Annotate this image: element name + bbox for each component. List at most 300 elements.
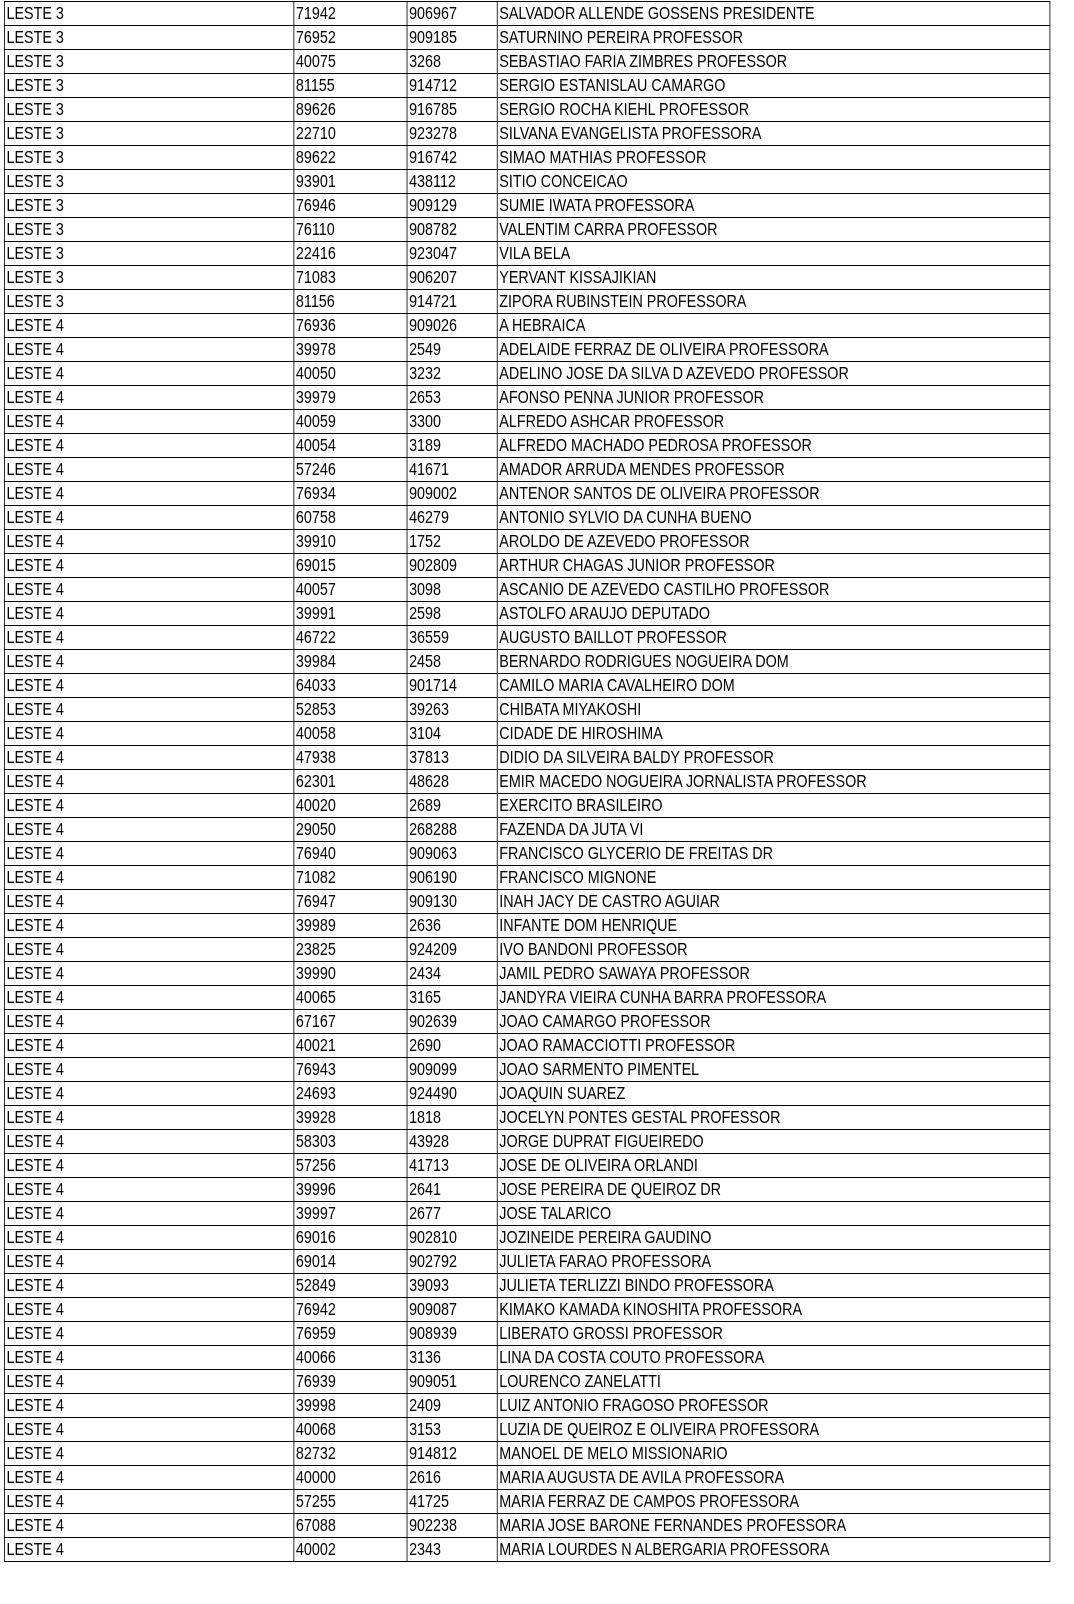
id-cell: 2458 bbox=[407, 650, 497, 674]
code-cell: 76952 bbox=[294, 26, 407, 50]
region-cell: LESTE 4 bbox=[4, 458, 293, 482]
school-name-cell: VALENTIM CARRA PROFESSOR bbox=[497, 218, 1050, 242]
table-row bbox=[4, 1130, 1050, 1154]
table-row bbox=[4, 578, 1050, 602]
table-row bbox=[4, 242, 1050, 266]
id-cell: 2343 bbox=[407, 1538, 497, 1562]
region-cell: LESTE 4 bbox=[4, 746, 293, 770]
code-cell: 76936 bbox=[294, 314, 407, 338]
id-cell: 268288 bbox=[407, 818, 497, 842]
school-name-cell: SITIO CONCEICAO bbox=[497, 170, 1050, 194]
table-row bbox=[4, 290, 1050, 314]
id-cell: 902238 bbox=[407, 1514, 497, 1538]
region-cell: LESTE 4 bbox=[4, 1226, 293, 1250]
code-cell: 76943 bbox=[294, 1058, 407, 1082]
code-cell: 89622 bbox=[294, 146, 407, 170]
id-cell: 41725 bbox=[407, 1490, 497, 1514]
id-cell: 3098 bbox=[407, 578, 497, 602]
table-row bbox=[4, 1058, 1050, 1082]
table-row bbox=[4, 818, 1050, 842]
id-cell: 3165 bbox=[407, 986, 497, 1010]
school-name-cell: JOCELYN PONTES GESTAL PROFESSOR bbox=[497, 1106, 1050, 1130]
school-name-cell: ASCANIO DE AZEVEDO CASTILHO PROFESSOR bbox=[497, 578, 1050, 602]
table-row bbox=[4, 1490, 1050, 1514]
table-row bbox=[4, 1466, 1050, 1490]
school-name-cell: MANOEL DE MELO MISSIONARIO bbox=[497, 1442, 1050, 1466]
code-cell: 69014 bbox=[294, 1250, 407, 1274]
region-cell: LESTE 3 bbox=[4, 146, 293, 170]
code-cell: 39997 bbox=[294, 1202, 407, 1226]
table-row bbox=[4, 1322, 1050, 1346]
id-cell: 906207 bbox=[407, 266, 497, 290]
table-row bbox=[4, 146, 1050, 170]
region-cell: LESTE 3 bbox=[4, 26, 293, 50]
code-cell: 76939 bbox=[294, 1370, 407, 1394]
region-cell: LESTE 4 bbox=[4, 1058, 293, 1082]
table-row bbox=[4, 890, 1050, 914]
table-row bbox=[4, 746, 1050, 770]
region-cell: LESTE 4 bbox=[4, 1106, 293, 1130]
table-row bbox=[4, 434, 1050, 458]
school-name-cell: SEBASTIAO FARIA ZIMBRES PROFESSOR bbox=[497, 50, 1050, 74]
region-cell: LESTE 4 bbox=[4, 986, 293, 1010]
id-cell: 909130 bbox=[407, 890, 497, 914]
code-cell: 57246 bbox=[294, 458, 407, 482]
region-cell: LESTE 3 bbox=[4, 242, 293, 266]
table-row bbox=[4, 962, 1050, 986]
code-cell: 22710 bbox=[294, 122, 407, 146]
table-row bbox=[4, 458, 1050, 482]
region-cell: LESTE 4 bbox=[4, 1130, 293, 1154]
region-cell: LESTE 4 bbox=[4, 1418, 293, 1442]
school-name-cell: MARIA JOSE BARONE FERNANDES PROFESSORA bbox=[497, 1514, 1050, 1538]
code-cell: 64033 bbox=[294, 674, 407, 698]
region-cell: LESTE 4 bbox=[4, 1370, 293, 1394]
id-cell: 2409 bbox=[407, 1394, 497, 1418]
school-name-cell: ANTONIO SYLVIO DA CUNHA BUENO bbox=[497, 506, 1050, 530]
table-row bbox=[4, 1346, 1050, 1370]
id-cell: 924209 bbox=[407, 938, 497, 962]
school-name-cell: IVO BANDONI PROFESSOR bbox=[497, 938, 1050, 962]
table-row bbox=[4, 1418, 1050, 1442]
code-cell: 57256 bbox=[294, 1154, 407, 1178]
id-cell: 909051 bbox=[407, 1370, 497, 1394]
region-cell: LESTE 4 bbox=[4, 770, 293, 794]
school-name-cell: ADELINO JOSE DA SILVA D AZEVEDO PROFESSOR bbox=[497, 362, 1050, 386]
code-cell: 69015 bbox=[294, 554, 407, 578]
id-cell: 3232 bbox=[407, 362, 497, 386]
id-cell: 39263 bbox=[407, 698, 497, 722]
school-name-cell: EMIR MACEDO NOGUEIRA JORNALISTA PROFESSOR bbox=[497, 770, 1050, 794]
region-cell: LESTE 4 bbox=[4, 434, 293, 458]
table-row bbox=[4, 410, 1050, 434]
id-cell: 2434 bbox=[407, 962, 497, 986]
code-cell: 82732 bbox=[294, 1442, 407, 1466]
code-cell: 39996 bbox=[294, 1178, 407, 1202]
code-cell: 52849 bbox=[294, 1274, 407, 1298]
region-cell: LESTE 4 bbox=[4, 1082, 293, 1106]
table-row bbox=[4, 98, 1050, 122]
id-cell: 438112 bbox=[407, 170, 497, 194]
id-cell: 923047 bbox=[407, 242, 497, 266]
school-table bbox=[4, 1, 1050, 1562]
code-cell: 62301 bbox=[294, 770, 407, 794]
region-cell: LESTE 3 bbox=[4, 170, 293, 194]
region-cell: LESTE 3 bbox=[4, 290, 293, 314]
region-cell: LESTE 4 bbox=[4, 722, 293, 746]
school-name-cell: AUGUSTO BAILLOT PROFESSOR bbox=[497, 626, 1050, 650]
table-row bbox=[4, 794, 1050, 818]
region-cell: LESTE 4 bbox=[4, 938, 293, 962]
id-cell: 909185 bbox=[407, 26, 497, 50]
region-cell: LESTE 4 bbox=[4, 866, 293, 890]
table-row bbox=[4, 218, 1050, 242]
table-row bbox=[4, 1226, 1050, 1250]
id-cell: 3104 bbox=[407, 722, 497, 746]
code-cell: 71082 bbox=[294, 866, 407, 890]
table-row bbox=[4, 1298, 1050, 1322]
school-name-cell: ANTENOR SANTOS DE OLIVEIRA PROFESSOR bbox=[497, 482, 1050, 506]
school-name-cell: EXERCITO BRASILEIRO bbox=[497, 794, 1050, 818]
school-name-cell: BERNARDO RODRIGUES NOGUEIRA DOM bbox=[497, 650, 1050, 674]
code-cell: 67167 bbox=[294, 1010, 407, 1034]
code-cell: 71083 bbox=[294, 266, 407, 290]
school-name-cell: SUMIE IWATA PROFESSORA bbox=[497, 194, 1050, 218]
school-name-cell: SIMAO MATHIAS PROFESSOR bbox=[497, 146, 1050, 170]
code-cell: 40066 bbox=[294, 1346, 407, 1370]
school-name-cell: LUZIA DE QUEIROZ E OLIVEIRA PROFESSORA bbox=[497, 1418, 1050, 1442]
school-name-cell: SERGIO ESTANISLAU CAMARGO bbox=[497, 74, 1050, 98]
table-row bbox=[4, 338, 1050, 362]
table-row bbox=[4, 1442, 1050, 1466]
school-name-cell: JANDYRA VIEIRA CUNHA BARRA PROFESSORA bbox=[497, 986, 1050, 1010]
id-cell: 41713 bbox=[407, 1154, 497, 1178]
table-row bbox=[4, 1370, 1050, 1394]
region-cell: LESTE 4 bbox=[4, 1322, 293, 1346]
id-cell: 902792 bbox=[407, 1250, 497, 1274]
id-cell: 2689 bbox=[407, 794, 497, 818]
code-cell: 89626 bbox=[294, 98, 407, 122]
id-cell: 39093 bbox=[407, 1274, 497, 1298]
school-name-cell: LINA DA COSTA COUTO PROFESSORA bbox=[497, 1346, 1050, 1370]
region-cell: LESTE 4 bbox=[4, 1274, 293, 1298]
region-cell: LESTE 4 bbox=[4, 1010, 293, 1034]
code-cell: 40021 bbox=[294, 1034, 407, 1058]
id-cell: 3153 bbox=[407, 1418, 497, 1442]
school-name-cell: AMADOR ARRUDA MENDES PROFESSOR bbox=[497, 458, 1050, 482]
id-cell: 37813 bbox=[407, 746, 497, 770]
code-cell: 39978 bbox=[294, 338, 407, 362]
table-row bbox=[4, 554, 1050, 578]
id-cell: 902639 bbox=[407, 1010, 497, 1034]
table-row bbox=[4, 50, 1050, 74]
table-row bbox=[4, 314, 1050, 338]
table-row bbox=[4, 722, 1050, 746]
region-cell: LESTE 4 bbox=[4, 890, 293, 914]
region-cell: LESTE 3 bbox=[4, 194, 293, 218]
code-cell: 67088 bbox=[294, 1514, 407, 1538]
code-cell: 60758 bbox=[294, 506, 407, 530]
id-cell: 914812 bbox=[407, 1442, 497, 1466]
school-name-cell: VILA BELA bbox=[497, 242, 1050, 266]
id-cell: 1752 bbox=[407, 530, 497, 554]
code-cell: 24693 bbox=[294, 1082, 407, 1106]
school-name-cell: JOSE PEREIRA DE QUEIROZ DR bbox=[497, 1178, 1050, 1202]
id-cell: 909099 bbox=[407, 1058, 497, 1082]
code-cell: 40020 bbox=[294, 794, 407, 818]
school-name-cell: CAMILO MARIA CAVALHEIRO DOM bbox=[497, 674, 1050, 698]
id-cell: 908939 bbox=[407, 1322, 497, 1346]
table-row bbox=[4, 1178, 1050, 1202]
id-cell: 2636 bbox=[407, 914, 497, 938]
code-cell: 40059 bbox=[294, 410, 407, 434]
table-row bbox=[4, 1538, 1050, 1562]
school-name-cell: JULIETA TERLIZZI BINDO PROFESSORA bbox=[497, 1274, 1050, 1298]
region-cell: LESTE 4 bbox=[4, 314, 293, 338]
table-row bbox=[4, 1082, 1050, 1106]
code-cell: 81155 bbox=[294, 74, 407, 98]
region-cell: LESTE 4 bbox=[4, 362, 293, 386]
id-cell: 41671 bbox=[407, 458, 497, 482]
school-name-cell: KIMAKO KAMADA KINOSHITA PROFESSORA bbox=[497, 1298, 1050, 1322]
region-cell: LESTE 4 bbox=[4, 1538, 293, 1562]
table-row bbox=[4, 530, 1050, 554]
region-cell: LESTE 4 bbox=[4, 842, 293, 866]
school-name-cell: SATURNINO PEREIRA PROFESSOR bbox=[497, 26, 1050, 50]
table-row bbox=[4, 362, 1050, 386]
code-cell: 23825 bbox=[294, 938, 407, 962]
code-cell: 76110 bbox=[294, 218, 407, 242]
id-cell: 43928 bbox=[407, 1130, 497, 1154]
school-name-cell: MARIA FERRAZ DE CAMPOS PROFESSORA bbox=[497, 1490, 1050, 1514]
code-cell: 57255 bbox=[294, 1490, 407, 1514]
school-name-cell: FAZENDA DA JUTA VI bbox=[497, 818, 1050, 842]
id-cell: 3189 bbox=[407, 434, 497, 458]
id-cell: 924490 bbox=[407, 1082, 497, 1106]
table-row bbox=[4, 674, 1050, 698]
table-row bbox=[4, 602, 1050, 626]
table-row bbox=[4, 1010, 1050, 1034]
id-cell: 906967 bbox=[407, 2, 497, 26]
table-row bbox=[4, 122, 1050, 146]
id-cell: 908782 bbox=[407, 218, 497, 242]
code-cell: 81156 bbox=[294, 290, 407, 314]
school-name-cell: JOAO CAMARGO PROFESSOR bbox=[497, 1010, 1050, 1034]
code-cell: 40068 bbox=[294, 1418, 407, 1442]
region-cell: LESTE 4 bbox=[4, 698, 293, 722]
region-cell: LESTE 3 bbox=[4, 50, 293, 74]
region-cell: LESTE 4 bbox=[4, 818, 293, 842]
code-cell: 47938 bbox=[294, 746, 407, 770]
region-cell: LESTE 4 bbox=[4, 914, 293, 938]
code-cell: 58303 bbox=[294, 1130, 407, 1154]
region-cell: LESTE 4 bbox=[4, 794, 293, 818]
id-cell: 2641 bbox=[407, 1178, 497, 1202]
code-cell: 39984 bbox=[294, 650, 407, 674]
code-cell: 40058 bbox=[294, 722, 407, 746]
table-row bbox=[4, 2, 1050, 26]
school-name-cell: AFONSO PENNA JUNIOR PROFESSOR bbox=[497, 386, 1050, 410]
school-name-cell: INFANTE DOM HENRIQUE bbox=[497, 914, 1050, 938]
school-name-cell: SERGIO ROCHA KIEHL PROFESSOR bbox=[497, 98, 1050, 122]
region-cell: LESTE 4 bbox=[4, 554, 293, 578]
id-cell: 914712 bbox=[407, 74, 497, 98]
table-row bbox=[4, 482, 1050, 506]
school-name-cell: DIDIO DA SILVEIRA BALDY PROFESSOR bbox=[497, 746, 1050, 770]
table-row bbox=[4, 770, 1050, 794]
region-cell: LESTE 3 bbox=[4, 2, 293, 26]
code-cell: 40000 bbox=[294, 1466, 407, 1490]
region-cell: LESTE 4 bbox=[4, 410, 293, 434]
code-cell: 46722 bbox=[294, 626, 407, 650]
code-cell: 71942 bbox=[294, 2, 407, 26]
table-row bbox=[4, 1514, 1050, 1538]
region-cell: LESTE 4 bbox=[4, 1514, 293, 1538]
id-cell: 1818 bbox=[407, 1106, 497, 1130]
code-cell: 40057 bbox=[294, 578, 407, 602]
id-cell: 916785 bbox=[407, 98, 497, 122]
code-cell: 40065 bbox=[294, 986, 407, 1010]
table-row bbox=[4, 170, 1050, 194]
region-cell: LESTE 4 bbox=[4, 1466, 293, 1490]
school-name-cell: ALFREDO MACHADO PEDROSA PROFESSOR bbox=[497, 434, 1050, 458]
school-name-cell: A HEBRAICA bbox=[497, 314, 1050, 338]
school-name-cell: ZIPORA RUBINSTEIN PROFESSORA bbox=[497, 290, 1050, 314]
code-cell: 39990 bbox=[294, 962, 407, 986]
table-row bbox=[4, 938, 1050, 962]
region-cell: LESTE 4 bbox=[4, 530, 293, 554]
id-cell: 923278 bbox=[407, 122, 497, 146]
code-cell: 40075 bbox=[294, 50, 407, 74]
table-body bbox=[4, 2, 1050, 1562]
id-cell: 2549 bbox=[407, 338, 497, 362]
school-name-cell: JOZINEIDE PEREIRA GAUDINO bbox=[497, 1226, 1050, 1250]
code-cell: 93901 bbox=[294, 170, 407, 194]
school-name-cell: ASTOLFO ARAUJO DEPUTADO bbox=[497, 602, 1050, 626]
school-name-cell: LUIZ ANTONIO FRAGOSO PROFESSOR bbox=[497, 1394, 1050, 1418]
region-cell: LESTE 3 bbox=[4, 98, 293, 122]
region-cell: LESTE 4 bbox=[4, 1250, 293, 1274]
school-name-cell: YERVANT KISSAJIKIAN bbox=[497, 266, 1050, 290]
region-cell: LESTE 4 bbox=[4, 386, 293, 410]
school-name-cell: SILVANA EVANGELISTA PROFESSORA bbox=[497, 122, 1050, 146]
code-cell: 29050 bbox=[294, 818, 407, 842]
id-cell: 909087 bbox=[407, 1298, 497, 1322]
code-cell: 39998 bbox=[294, 1394, 407, 1418]
id-cell: 916742 bbox=[407, 146, 497, 170]
table-row bbox=[4, 626, 1050, 650]
region-cell: LESTE 4 bbox=[4, 482, 293, 506]
region-cell: LESTE 3 bbox=[4, 74, 293, 98]
school-name-cell: FRANCISCO GLYCERIO DE FREITAS DR bbox=[497, 842, 1050, 866]
school-name-cell: JOSE DE OLIVEIRA ORLANDI bbox=[497, 1154, 1050, 1178]
school-name-cell: JAMIL PEDRO SAWAYA PROFESSOR bbox=[497, 962, 1050, 986]
id-cell: 902809 bbox=[407, 554, 497, 578]
code-cell: 76934 bbox=[294, 482, 407, 506]
id-cell: 2653 bbox=[407, 386, 497, 410]
school-name-cell: AROLDO DE AZEVEDO PROFESSOR bbox=[497, 530, 1050, 554]
region-cell: LESTE 3 bbox=[4, 122, 293, 146]
table-row bbox=[4, 386, 1050, 410]
code-cell: 39910 bbox=[294, 530, 407, 554]
table-row bbox=[4, 26, 1050, 50]
id-cell: 909002 bbox=[407, 482, 497, 506]
id-cell: 914721 bbox=[407, 290, 497, 314]
school-name-cell: MARIA LOURDES N ALBERGARIA PROFESSORA bbox=[497, 1538, 1050, 1562]
region-cell: LESTE 3 bbox=[4, 266, 293, 290]
school-name-cell: ADELAIDE FERRAZ DE OLIVEIRA PROFESSORA bbox=[497, 338, 1050, 362]
code-cell: 40002 bbox=[294, 1538, 407, 1562]
table-row bbox=[4, 194, 1050, 218]
id-cell: 909063 bbox=[407, 842, 497, 866]
table-row bbox=[4, 698, 1050, 722]
school-name-cell: JOSE TALARICO bbox=[497, 1202, 1050, 1226]
id-cell: 2616 bbox=[407, 1466, 497, 1490]
region-cell: LESTE 4 bbox=[4, 1178, 293, 1202]
table-row bbox=[4, 914, 1050, 938]
id-cell: 36559 bbox=[407, 626, 497, 650]
id-cell: 48628 bbox=[407, 770, 497, 794]
school-name-cell: ALFREDO ASHCAR PROFESSOR bbox=[497, 410, 1050, 434]
table-row bbox=[4, 1034, 1050, 1058]
code-cell: 39979 bbox=[294, 386, 407, 410]
id-cell: 2677 bbox=[407, 1202, 497, 1226]
code-cell: 76940 bbox=[294, 842, 407, 866]
code-cell: 76942 bbox=[294, 1298, 407, 1322]
table-row bbox=[4, 1250, 1050, 1274]
region-cell: LESTE 4 bbox=[4, 1154, 293, 1178]
id-cell: 46279 bbox=[407, 506, 497, 530]
table-row bbox=[4, 506, 1050, 530]
region-cell: LESTE 4 bbox=[4, 338, 293, 362]
region-cell: LESTE 4 bbox=[4, 1034, 293, 1058]
id-cell: 3136 bbox=[407, 1346, 497, 1370]
region-cell: LESTE 4 bbox=[4, 1298, 293, 1322]
id-cell: 3300 bbox=[407, 410, 497, 434]
id-cell: 2598 bbox=[407, 602, 497, 626]
school-name-cell: CHIBATA MIYAKOSHI bbox=[497, 698, 1050, 722]
code-cell: 39928 bbox=[294, 1106, 407, 1130]
code-cell: 40050 bbox=[294, 362, 407, 386]
region-cell: LESTE 4 bbox=[4, 626, 293, 650]
region-cell: LESTE 4 bbox=[4, 650, 293, 674]
table-row bbox=[4, 74, 1050, 98]
school-name-cell: JULIETA FARAO PROFESSORA bbox=[497, 1250, 1050, 1274]
table-row bbox=[4, 1202, 1050, 1226]
code-cell: 76946 bbox=[294, 194, 407, 218]
table-row bbox=[4, 1154, 1050, 1178]
region-cell: LESTE 3 bbox=[4, 218, 293, 242]
id-cell: 902810 bbox=[407, 1226, 497, 1250]
school-name-cell: INAH JACY DE CASTRO AGUIAR bbox=[497, 890, 1050, 914]
table-row bbox=[4, 650, 1050, 674]
code-cell: 52853 bbox=[294, 698, 407, 722]
region-cell: LESTE 4 bbox=[4, 1442, 293, 1466]
school-name-cell: MARIA AUGUSTA DE AVILA PROFESSORA bbox=[497, 1466, 1050, 1490]
code-cell: 39991 bbox=[294, 602, 407, 626]
school-name-cell: CIDADE DE HIROSHIMA bbox=[497, 722, 1050, 746]
table-row bbox=[4, 866, 1050, 890]
table-row bbox=[4, 986, 1050, 1010]
region-cell: LESTE 4 bbox=[4, 506, 293, 530]
school-name-cell: JORGE DUPRAT FIGUEIREDO bbox=[497, 1130, 1050, 1154]
code-cell: 22416 bbox=[294, 242, 407, 266]
region-cell: LESTE 4 bbox=[4, 1394, 293, 1418]
table-row bbox=[4, 842, 1050, 866]
region-cell: LESTE 4 bbox=[4, 1490, 293, 1514]
table-row bbox=[4, 266, 1050, 290]
school-name-cell: FRANCISCO MIGNONE bbox=[497, 866, 1050, 890]
